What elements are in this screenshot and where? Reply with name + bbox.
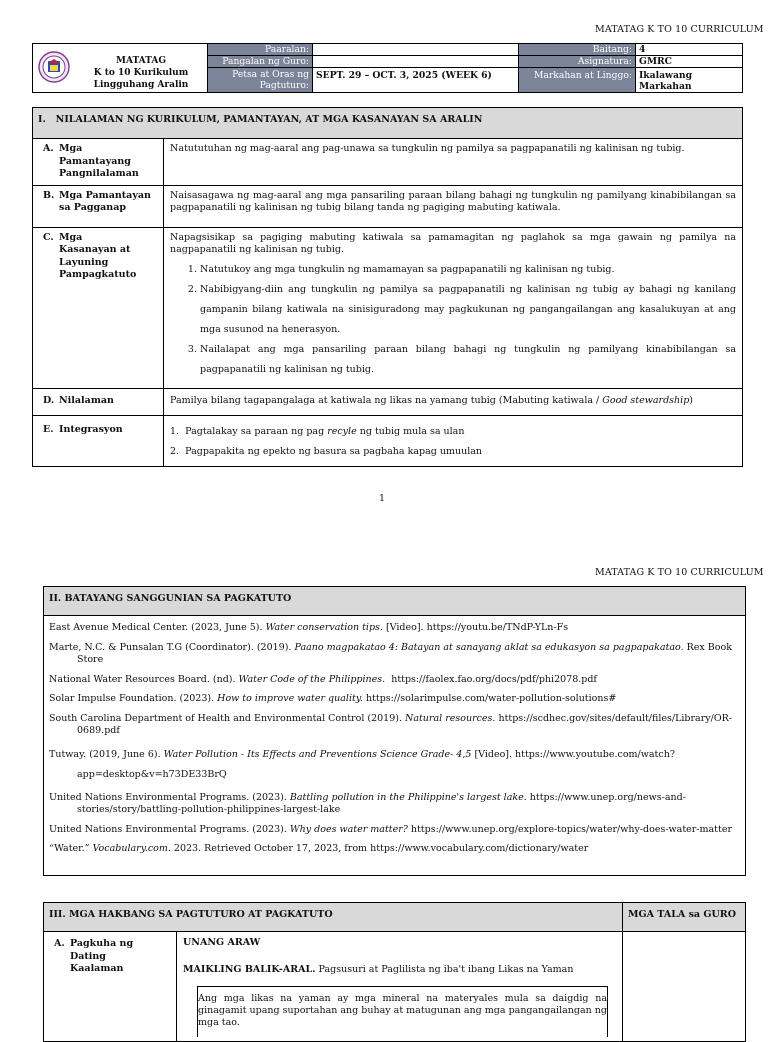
baitang-value[interactable]: 4 — [636, 44, 743, 56]
paaralan-value[interactable] — [313, 44, 519, 56]
section-2-table — [43, 586, 746, 876]
asignatura-value[interactable]: GMRC — [636, 56, 743, 68]
reference-item: “Water.” Vocabulary.com. 2023. Retrieved October 17, 2023, from https://www.vocabulary.com/dictionary/water — [49, 843, 589, 854]
content-3a — [177, 932, 623, 1042]
section-1-heading: I. NILALAMAN NG KURIKULUM, PAMANTAYAN, AT MGA KASANAYAN SA ARALIN — [33, 108, 743, 139]
label-3a: A. Pagkuha ng Dating Kaalaman — [44, 932, 177, 1042]
deped-seal-cell — [33, 44, 76, 93]
title-line-2: K to 10 Kurikulum — [93, 68, 189, 78]
review-paragraph-box — [197, 986, 608, 1037]
reference-item: Marte, N.C. & Punsalan T.G (Coordinator). (2019). Paano magpakatao 4: Batayan at sanayang aklat sa edukasyon sa pagpapakatao. Rex Book Store — [49, 641, 732, 665]
petsa-value[interactable]: SEPT. 29 – OCT. 3, 2025 (WEEK 6) — [313, 68, 519, 93]
references-list — [44, 616, 746, 876]
guro-label: Pangalan ng Guro: — [208, 56, 313, 68]
label-b: B. Mga Pamantayan sa Pagganap — [33, 185, 164, 227]
title-line-3: Lingguhang Aralin — [93, 80, 189, 90]
title-line-1: MATATAG — [115, 56, 167, 66]
reference-item: United Nations Environmental Programs. (2023). Why does water matter? https://www.unep.org/explore-topics/water/why-does-water-matter — [49, 823, 732, 835]
asignatura-label: Asignatura: — [519, 56, 636, 68]
content-c — [164, 227, 743, 388]
section-2-heading: II. BATAYANG SANGGUNIAN SA PAGKATUTO — [44, 587, 746, 616]
reference-item: Tutway. (2019, June 6). Water Pollution - Its Effects and Preventions Science Grade- 4,5 [Video]. https://www.youtube.com/watch?app=desktop&v=h73DE33BrQ — [49, 748, 675, 780]
content-e — [164, 415, 743, 466]
paaralan-label: Paaralan: — [208, 44, 313, 56]
content-b: Naisasagawa ng mag-aaral ang mga pansariling paraan bilang bahagi ng tungkulin ng pamilyang kinabibilangan sa pagpapanatili ng kalinisan ng tubig bilang tanda ng pagiging mabuting katiwala. — [164, 185, 743, 227]
guro-value[interactable] — [313, 56, 519, 68]
label-e: E. Integrasyon — [33, 415, 164, 466]
review-line: MAIKLING BALIK-ARAL. Pagsusuri at Paglilista ng iba't ibang Likas na Yaman — [183, 963, 574, 975]
deped-seal-icon — [38, 51, 70, 83]
teacher-notes-cell[interactable] — [623, 932, 746, 1042]
section-1-table — [32, 107, 743, 467]
review-paragraph: Ang mga likas na yaman ay mga mineral na materyales mula sa daigdig na ginagamit upang suportahan ang buhay at matugunan ang mga pangangailangan ng mga tao. — [198, 993, 607, 1028]
content-d: Pamilya bilang tagapangalaga at katiwala ng likas na yamang tubig (Mabuting katiwala / Good stewardship) — [164, 388, 743, 415]
reference-item: East Avenue Medical Center. (2023, June 5). Water conservation tips. [Video]. https://youtu.be/TNdP-YLn-Fs — [49, 622, 569, 633]
objectives-list — [170, 260, 736, 380]
curriculum-note-2: MATATAG K TO 10 CURRICULUM — [595, 567, 764, 578]
reference-item: National Water Resources Board. (nd). Water Code of the Philippines. https://faolex.fao.org/docs/pdf/phi2078.pdf — [49, 673, 597, 685]
integration-item-1: 1. Pagtalakay sa paraan ng pag recyle ng tubig mula sa ulan — [170, 425, 465, 437]
reference-item: South Carolina Department of Health and Environmental Control (2019). Natural resources. https://scdhec.gov/sites/default/files/Library/OR-0689.pdf — [49, 712, 732, 736]
reference-item: Solar Impulse Foundation. (2023). How to improve water quality. https://solarimpulse.com/water-pollution-solutions# — [49, 693, 617, 704]
objective-2: 2. Nabibigyang-diin ang tungkulin ng pamilya sa pagpapanatili ng kalinisan ng tubig ay bahagi ng kanilang gampanin bilang katiwala na sinisiguradong may pagkukunan ng pangangailangan ang kasalukuyan at ang mga susunod na henerasyon. — [200, 280, 736, 340]
objective-intro: Napagsisikap sa pagiging mabuting katiwala sa pamamagitan ng paglahok sa mga gawain ng pamilya na nagpapanatili ng kalinisan ng tubig. — [170, 231, 736, 255]
petsa-label: Petsa at Oras ng Pagtuturo: — [208, 68, 313, 93]
reference-item: United Nations Environmental Programs. (2023). Battling pollution in the Philippine's largest lake. https://www.unep.org/news-and- stories/story/battling-pollution-philippines-largest-lake — [49, 791, 686, 815]
section-3-heading: III. MGA HAKBANG SA PAGTUTURO AT PAGKATUTO — [44, 903, 623, 932]
label-c: C. Mga Kasanayan at Layuning Pampagkatuto — [33, 227, 164, 388]
teacher-notes-heading: MGA TALA sa GURO — [623, 903, 746, 932]
label-a: A. Mga Pamantayang Pangnilalaman — [33, 139, 164, 186]
objective-3: 3. Nailalapat ang mga pansariling paraan bilang bahagi ng tungkulin ng pamilyang kinabibilangan sa pagpapanatili ng kalinisan ng tubig. — [200, 340, 736, 380]
objective-1: 1. Natutukoy ang mga tungkulin ng mamamayan sa pagpapanatili ng kalinisan ng tubig. — [200, 260, 736, 280]
markahan-value[interactable]: Ikalawang Markahan — [636, 68, 743, 93]
title-cell — [75, 44, 208, 93]
lesson-header-table — [32, 43, 743, 93]
markahan-label: Markahan at Linggo: — [519, 68, 636, 93]
baitang-label: Baitang: — [519, 44, 636, 56]
curriculum-note: MATATAG K TO 10 CURRICULUM — [595, 24, 764, 35]
page-number: 1 — [379, 493, 386, 504]
day-label: UNANG ARAW — [183, 937, 261, 948]
integration-item-2: 2. Pagpapakita ng epekto ng basura sa pagbaha kapag umuulan — [170, 445, 483, 457]
label-d: D. Nilalaman — [33, 388, 164, 415]
section-3-table — [43, 902, 746, 1042]
content-a: Natututuhan ng mag-aaral ang pag-unawa sa tungkulin ng pamilya sa pagpapanatili ng kalinisan ng tubig. — [164, 139, 743, 186]
